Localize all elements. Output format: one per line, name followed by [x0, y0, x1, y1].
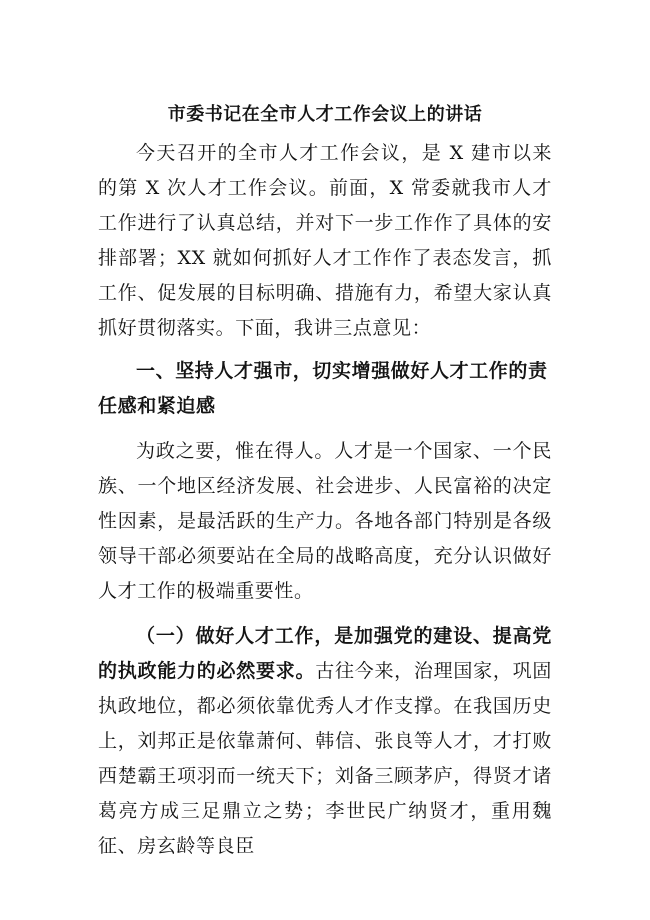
- intro-paragraph: 今天召开的全市人才工作会议，是 X 建市以来的第 X 次人才工作会议。前面，X 常委就我市人才工作进行了认真总结，并对下一步工作作了具体的安排部署；XX 就如何抓好人才工作作了表态发言，抓工作、促发展的目标明确、措施有力，希望大家认真抓好贯彻落实。下面，我讲三点意见：: [98, 142, 552, 339]
- subsection-1-body: 古往今来，治理国家，巩固执政地位，都必须依靠优秀人才作支撑。在我国历史上，刘邦正是依靠萧何、韩信、张良等人才，才打败西楚霸王项羽而一统天下；刘备三顾茅庐，得贤才诸葛亮方成三足鼎立之势；李世民广纳贤才，重用魏征、房玄龄等良臣: [98, 660, 552, 857]
- section-1-heading: 一、坚持人才强市，切实增强做好人才工作的责任感和紧迫感: [98, 360, 548, 417]
- document-title: 市委书记在全市人才工作会议上的讲话: [167, 104, 483, 125]
- section-1-paragraph: 为政之要，惟在得人。人才是一个国家、一个民族、一个地区经济发展、社会进步、人民富裕的决定性因素，是最活跃的生产力。各地各部门特别是各级领导干部必须要站在全局的战略高度，充分认识做好人才工作的极端重要性。: [98, 440, 552, 602]
- document-body: [98, 100, 552, 864]
- subsection-1-paragraph: [98, 619, 552, 864]
- subsection-1-lead: （一）做好人才工作，是加强党的建设、提高党的执政能力的必然要求。: [98, 625, 552, 682]
